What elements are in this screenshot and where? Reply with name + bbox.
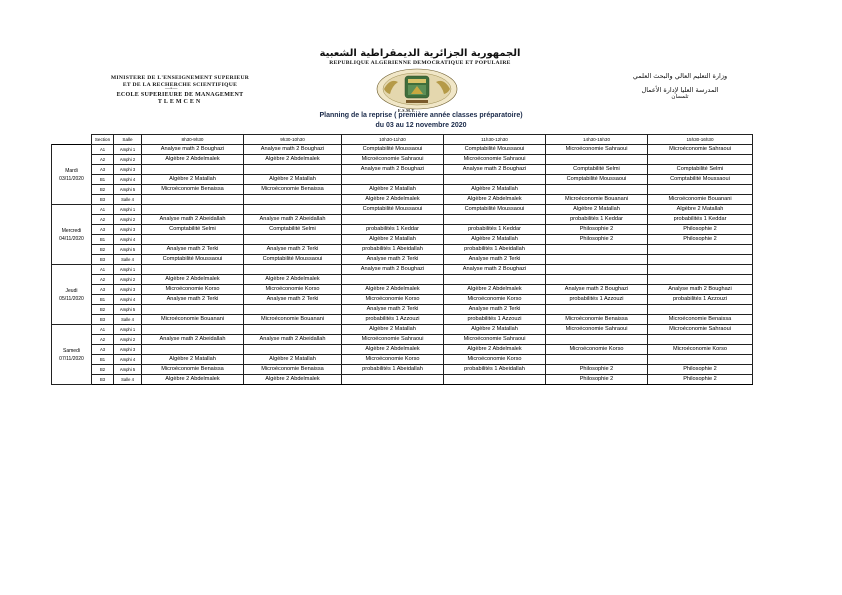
course-cell: probabilités 1 Abeidallah [444,365,546,375]
course-cell: Algèbre 2 Matallah [142,355,244,365]
school-name: ECOLE SUPERIEURE DE MANAGEMENT [116,92,244,98]
section-cell: B2 [92,365,114,375]
course-cell [444,215,546,225]
section-cell: B1 [92,355,114,365]
day-date: 03/11/2020 [59,175,84,182]
course-cell [342,375,444,385]
course-cell: Analyse math 2 Terki [142,295,244,305]
planning-title: Planning de la reprise ( première année classes préparatoire) [319,112,523,119]
course-cell: Comptabilité Moussaoui [342,145,444,155]
room-cell: Amphi 1 [114,265,142,275]
course-cell: Analyse math 2 Terki [444,255,546,265]
course-cell: Microéconomie Sahraoui [342,335,444,345]
table-row [52,235,753,245]
course-cell [142,265,244,275]
course-cell: Microéconomie Sahraoui [648,145,753,155]
course-cell [546,245,648,255]
course-cell: Microéconomie Benaissa [648,315,753,325]
course-cell: Microéconomie Benaissa [244,365,342,375]
table-row [52,275,753,285]
course-cell: Analyse math 2 Boughazi [444,265,546,275]
course-cell [244,205,342,215]
course-cell: Algèbre 2 Matallah [342,235,444,245]
section-cell: A2 [92,155,114,165]
course-cell [444,375,546,385]
course-cell: Algèbre 2 Matallah [546,205,648,215]
course-cell: Algèbre 2 Matallah [444,185,546,195]
course-cell: Comptabilité Moussaoui [142,255,244,265]
day-cell [52,145,92,205]
logo-caption: E.S.M.T. [398,108,416,113]
table-row [52,165,753,175]
course-cell: Microéconomie Sahraoui [444,155,546,165]
table-row [52,175,753,185]
course-cell: Algèbre 2 Abdelmalek [244,155,342,165]
course-cell: Analyse math 2 Boughazi [244,145,342,155]
course-cell [648,355,753,365]
course-cell: Philosophie 2 [648,375,753,385]
course-cell: probabilités 1 Keddar [648,215,753,225]
column-header: 10h30-11h30 [342,135,444,145]
day-date: 07/11/2020 [59,355,84,362]
column-header: 11h30-12h30 [444,135,546,145]
room-cell: Amphi 4 [114,355,142,365]
table-row [52,335,753,345]
ministry-line-2: ET DE LA RECHERCHE SCIENTIFIQUE [122,82,238,88]
schedule-body [52,145,753,385]
course-cell: Microéconomie Korso [142,285,244,295]
table-row [52,295,753,305]
column-header: 9h30-10h30 [244,135,342,145]
course-cell: Microéconomie Korso [444,355,546,365]
course-cell [342,175,444,185]
table-row [52,325,753,335]
room-cell: Amphi 5 [114,185,142,195]
course-cell [546,255,648,265]
course-cell: Microéconomie Korso [244,285,342,295]
table-row [52,265,753,275]
course-cell [648,305,753,315]
course-cell: Algèbre 2 Abdelmalek [444,285,546,295]
table-row [52,155,753,165]
course-cell [444,275,546,285]
section-cell: A3 [92,225,114,235]
section-cell: B1 [92,175,114,185]
header-separator: —•— [165,87,178,92]
course-cell: Algèbre 2 Abdelmalek [142,275,244,285]
course-cell [244,195,342,205]
course-cell: Algèbre 2 Matallah [444,235,546,245]
header-day-spacer [52,135,92,145]
room-cell: Amphi 2 [114,275,142,285]
course-cell: Analyse math 2 Boughazi [648,285,753,295]
room-cell: Salle 4 [114,375,142,385]
course-cell: probabilités 1 Azzouzi [546,295,648,305]
course-cell: Algèbre 2 Abdelmalek [142,155,244,165]
table-row [52,195,753,205]
column-header: 14h30-15h30 [546,135,648,145]
course-cell [342,275,444,285]
course-cell: probabilités 1 Keddar [342,225,444,235]
course-cell: Philosophie 2 [648,235,753,245]
course-cell: Analyse math 2 Boughazi [546,285,648,295]
course-cell: Algèbre 2 Abdelmalek [342,285,444,295]
course-cell [546,275,648,285]
course-cell: Analyse math 2 Boughazi [142,145,244,155]
section-cell: B3 [92,255,114,265]
section-cell: A1 [92,205,114,215]
day-name: Jeudi [65,287,78,294]
course-cell: probabilités 1 Abeidallah [342,365,444,375]
course-cell: Philosophie 2 [546,225,648,235]
table-row [52,205,753,215]
course-cell: Comptabilité Moussaoui [244,255,342,265]
room-cell: Amphi 1 [114,145,142,155]
course-cell: Analyse math 2 Boughazi [342,265,444,275]
course-cell: probabilités 1 Azzouzi [342,315,444,325]
course-cell: Algèbre 2 Matallah [142,175,244,185]
course-cell: Philosophie 2 [546,365,648,375]
table-row [52,145,753,155]
day-date: 05/11/2020 [59,295,84,302]
course-cell: Philosophie 2 [648,225,753,235]
arabic-city: تلمسان [671,94,689,100]
course-cell: Philosophie 2 [648,365,753,375]
room-cell: Amphi 5 [114,365,142,375]
section-cell: B2 [92,245,114,255]
course-cell: Microéconomie Korso [444,295,546,305]
room-cell: Amphi 1 [114,325,142,335]
column-header: Salle [114,135,142,145]
room-cell: Amphi 3 [114,345,142,355]
section-cell: A1 [92,325,114,335]
course-cell: Analyse math 2 Terki [342,255,444,265]
section-cell: A3 [92,345,114,355]
course-cell [142,195,244,205]
course-cell: Algèbre 2 Abdelmalek [142,375,244,385]
course-cell [648,185,753,195]
day-date: 04/11/2020 [59,235,84,242]
course-cell: Algèbre 2 Matallah [342,325,444,335]
course-cell [244,325,342,335]
course-cell [648,265,753,275]
course-cell [546,335,648,345]
course-cell: Comptabilité Selmi [244,225,342,235]
course-cell: Algèbre 2 Abdelmalek [444,195,546,205]
course-cell: Algèbre 2 Matallah [648,205,753,215]
course-cell: Microéconomie Benaissa [546,315,648,325]
arabic-republic-title: الجمهورية الجزائرية الديمقراطية الشعبية [319,48,521,59]
course-cell [142,235,244,245]
course-cell: Comptabilité Selmi [142,225,244,235]
course-cell: Microéconomie Korso [648,345,753,355]
course-cell: Analyse math 2 Terki [444,305,546,315]
course-cell: Algèbre 2 Abdelmalek [244,275,342,285]
course-cell: Analyse math 2 Terki [342,305,444,315]
course-cell: Comptabilité Moussaoui [444,145,546,155]
course-cell: Microéconomie Sahraoui [546,145,648,155]
table-row [52,245,753,255]
course-cell: Analyse math 2 Abeidallah [142,215,244,225]
course-cell: Analyse math 2 Terki [244,295,342,305]
arabic-ministry: وزارة التعليم العالي والبحث العلمي [632,72,728,80]
day-name: Mardi [65,167,78,174]
room-cell: Amphi 5 [114,305,142,315]
course-cell [648,255,753,265]
course-cell [142,345,244,355]
course-cell: Comptabilité Moussaoui [342,205,444,215]
section-cell: A2 [92,335,114,345]
column-header: Section [92,135,114,145]
course-cell: Analyse math 2 Terki [142,245,244,255]
column-header: 15h30-16h30 [648,135,753,145]
section-cell: B2 [92,305,114,315]
section-cell: B1 [92,235,114,245]
table-row [52,355,753,365]
course-cell: Algèbre 2 Abdelmalek [444,345,546,355]
table-row [52,255,753,265]
course-cell: Microéconomie Benaissa [244,185,342,195]
ministry-line-1: MINISTERE DE L'ENSEIGNEMENT SUPERIEUR [110,75,250,81]
course-cell [142,165,244,175]
room-cell: Amphi 3 [114,285,142,295]
course-cell [142,305,244,315]
course-cell [142,325,244,335]
room-cell: Amphi 5 [114,245,142,255]
section-cell: A2 [92,215,114,225]
course-cell: Microéconomie Bouanani [546,195,648,205]
arabic-school: المدرسة العليا لإدارة الأعمال [641,86,719,94]
course-cell: probabilités 1 Abeidallah [342,245,444,255]
course-cell [244,165,342,175]
table-row [52,305,753,315]
table-row [52,285,753,295]
course-cell: Comptabilité Selmi [648,165,753,175]
course-cell [648,155,753,165]
course-cell: Philosophie 2 [546,375,648,385]
room-cell: Amphi 4 [114,235,142,245]
room-cell: Amphi 3 [114,225,142,235]
course-cell: Analyse math 2 Boughazi [342,165,444,175]
section-cell: A3 [92,285,114,295]
course-cell: Analyse math 2 Abeidallah [142,335,244,345]
course-cell: probabilités 1 Keddar [444,225,546,235]
course-cell [546,355,648,365]
table-row [52,225,753,235]
course-cell: Microéconomie Bouanani [142,315,244,325]
section-cell: A3 [92,165,114,175]
day-name: Samedi [63,347,80,354]
course-cell [648,335,753,345]
course-cell [244,305,342,315]
room-cell: Amphi 2 [114,335,142,345]
room-cell: Amphi 2 [114,155,142,165]
table-header-row [52,135,753,145]
room-cell: Amphi 4 [114,295,142,305]
course-cell: Comptabilité Selmi [546,165,648,175]
course-cell: Algèbre 2 Matallah [244,175,342,185]
course-cell: Comptabilité Moussaoui [444,205,546,215]
section-cell: A1 [92,145,114,155]
room-cell: Amphi 2 [114,215,142,225]
course-cell: Analyse math 2 Boughazi [444,165,546,175]
course-cell: Microéconomie Korso [546,345,648,355]
course-cell: Analyse math 2 Abeidallah [244,215,342,225]
school-city: TLEMCEN [157,99,203,105]
column-header: 8h30-9h30 [142,135,244,145]
table-row [52,185,753,195]
course-cell: Microéconomie Bouanani [648,195,753,205]
table-row [52,315,753,325]
course-cell: Analyse math 2 Abeidallah [244,335,342,345]
course-cell: Algèbre 2 Matallah [244,355,342,365]
schedule-table [51,134,753,385]
day-cell [52,265,92,325]
course-cell [648,245,753,255]
course-cell [244,235,342,245]
course-cell: Algèbre 2 Abdelmalek [342,345,444,355]
course-cell: Algèbre 2 Matallah [444,325,546,335]
course-cell [142,205,244,215]
course-cell [648,275,753,285]
course-cell: Microéconomie Sahraoui [444,335,546,345]
section-cell: B2 [92,185,114,195]
planning-dates: du 03 au 12 novembre 2020 [375,122,467,129]
course-cell: probabilités 1 Abeidallah [444,245,546,255]
day-cell [52,325,92,385]
course-cell: probabilités 1 Azzouzi [444,315,546,325]
course-cell: Microéconomie Korso [342,295,444,305]
school-logo-icon [376,68,458,110]
course-cell [342,215,444,225]
room-cell: Amphi 3 [114,165,142,175]
course-cell: Microéconomie Sahraoui [342,155,444,165]
section-cell: A1 [92,265,114,275]
course-cell [546,305,648,315]
course-cell: Algèbre 2 Matallah [342,185,444,195]
table-row [52,215,753,225]
course-cell: Microéconomie Bouanani [244,315,342,325]
table-row [52,345,753,355]
room-cell: Amphi 4 [114,175,142,185]
course-cell: Comptabilité Moussaoui [648,175,753,185]
course-cell: Algèbre 2 Abdelmalek [244,375,342,385]
course-cell [546,155,648,165]
course-cell [546,265,648,275]
day-name: Mercredi [61,227,82,234]
course-cell: Algèbre 2 Abdelmalek [342,195,444,205]
table-row [52,375,753,385]
room-cell: Salle 4 [114,195,142,205]
section-cell: B3 [92,195,114,205]
room-cell: Salle 4 [114,255,142,265]
course-cell: Microéconomie Benaissa [142,185,244,195]
section-cell: A2 [92,275,114,285]
course-cell: Comptabilité Moussaoui [546,175,648,185]
room-cell: Salle 4 [114,315,142,325]
course-cell: Analyse math 2 Terki [244,245,342,255]
french-republic-title: REPUBLIQUE ALGERIENNE DEMOCRATIQUE ET POPULAIRE [329,60,511,66]
course-cell: probabilités 1 Azzouzi [648,295,753,305]
day-cell [52,205,92,265]
course-cell [244,345,342,355]
room-cell: Amphi 1 [114,205,142,215]
section-cell: B1 [92,295,114,305]
course-cell: probabilités 1 Keddar [546,215,648,225]
section-cell: B3 [92,375,114,385]
course-cell: Philosophie 2 [546,235,648,245]
course-cell: Microéconomie Benaissa [142,365,244,375]
course-cell [546,185,648,195]
course-cell: Microéconomie Sahraoui [546,325,648,335]
course-cell [244,265,342,275]
course-cell: Microéconomie Korso [342,355,444,365]
section-cell: B3 [92,315,114,325]
course-cell [444,175,546,185]
table-row [52,365,753,375]
course-cell: Microéconomie Sahraoui [648,325,753,335]
